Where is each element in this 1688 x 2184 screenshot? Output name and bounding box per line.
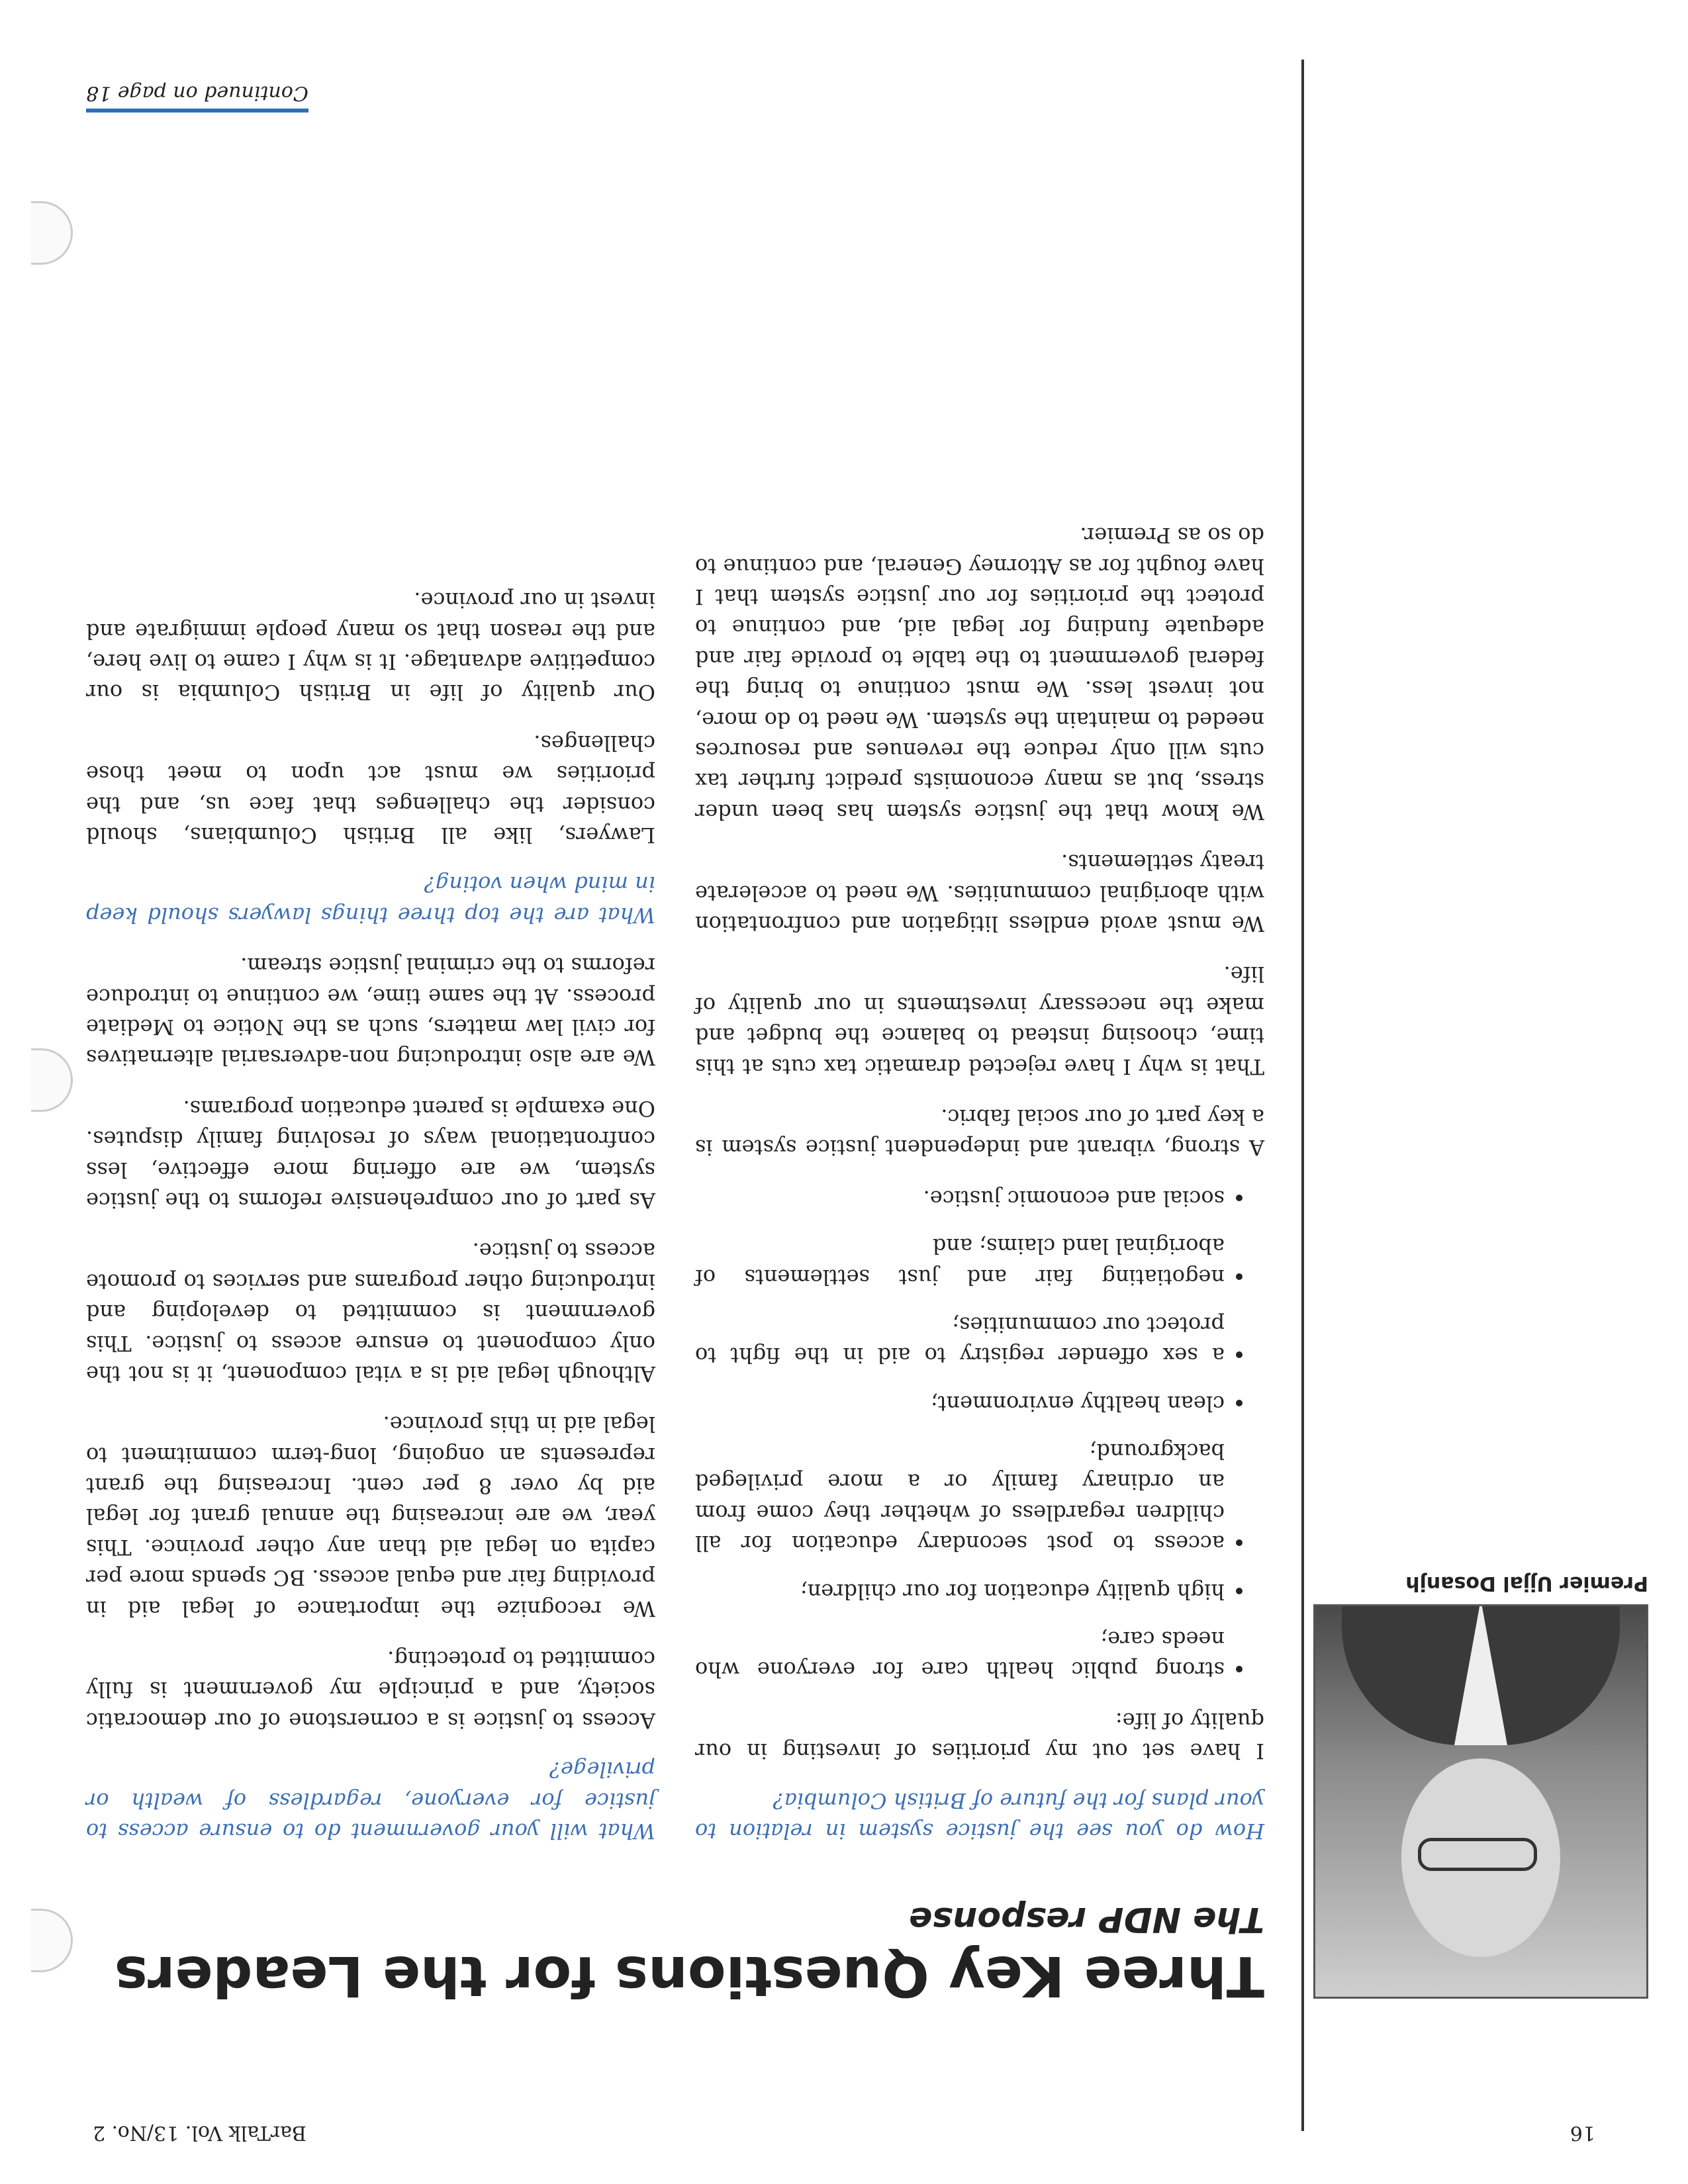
punch-hole	[31, 201, 73, 265]
column-divider	[1301, 60, 1304, 2131]
list-item: • social and economic justice.	[695, 1183, 1225, 1213]
paragraph: We know that the justice system has been under stress, but as many economists predict further tax cuts will only reduce the revenues and resources needed to maintain the system. We need to do more, not invest less. We must continue to bring the federal government to the table to provide fair and adequate funding for legal aid, and continue to protect the priorities for our justice system that I have fought for as Attorney General, and continue to do so as Premier.	[695, 523, 1264, 825]
paragraph: Although legal aid is a vital component, it is not the only component to ensure access to justice. This government is committed to developing and introducing other programs and services to promote access to justice.	[86, 1238, 655, 1387]
paragraph: Access to justice is a cornerstone of our democratic society, and a principle my government is fully committed to protecting.	[86, 1647, 655, 1733]
page-subtitle: The NDP response	[909, 1899, 1264, 1939]
list-item: • access to post secondary education for all children regardless of whether they come from an ordinary family or a more privileged background;	[695, 1436, 1225, 1559]
continued-note: Continued on page 18	[86, 81, 308, 113]
list-item: • a sex offender registry to aid in the fight to protect our communities;	[695, 1310, 1225, 1371]
page-number: 16	[1570, 2121, 1595, 2144]
punch-hole	[31, 1909, 73, 1972]
list-item: • high quality education for our children;	[695, 1576, 1225, 1606]
paragraph: That is why I have rejected dramatic tax cuts at this time, choosing instead to balance the budget and make the necessary investments in our quality of life.	[695, 962, 1264, 1079]
leader-photo	[1313, 1604, 1648, 1999]
photo-caption: Premier Ujjal Dosanjh	[1405, 1572, 1648, 1595]
question-1: How do you see the justice system in relation to your plans for the future of British Columbia?	[695, 1788, 1264, 1844]
paragraph: I have set out my priorities of investing in our quality of life:	[695, 1707, 1264, 1764]
paragraph: As part of our comprehensive reforms to the justice system, we are offering more effective, less confrontational ways of resolving family disputes. One example is parent education programs.	[86, 1095, 655, 1213]
question-3: What are the top three things lawyers should keep in mind when voting?	[86, 872, 655, 928]
paragraph: We recognize the importance of legal aid in providing fair and equal access. BC spends more per capita on legal aid than any other province. This year, we are increasing the annual grant for legal aid by over 8 per cent. Increasing the grant represents an ongoing, long-term commitment to legal aid in this province.	[86, 1412, 655, 1621]
list-item: • strong public health care for everyone who needs care;	[695, 1624, 1225, 1686]
paragraph: Our quality of life in British Columbia is our competitive advantage. It is why I came to live here, and the reason that so many people immigrate and invest in our province.	[86, 588, 655, 705]
journal-issue: BarTalk Vol. 13/No. 2	[93, 2121, 307, 2144]
punch-hole	[31, 1048, 73, 1112]
column-left	[695, 500, 1264, 1846]
priorities-list	[695, 1183, 1264, 1685]
page-title: Three Key Questions for the Leaders	[115, 1944, 1264, 2009]
question-2: What will your government do to ensure access to justice for everyone, regardless of wealth or privilege?	[86, 1757, 655, 1844]
list-item: • negotiating fair and just settlements of aboriginal land claims; and	[695, 1231, 1225, 1293]
glasses-icon	[1418, 1838, 1537, 1871]
list-item: • clean healthy environment;	[695, 1388, 1225, 1418]
column-right	[86, 565, 655, 1846]
paragraph: We are also introducing non-adversarial alternatives for civil law matters, such as the Notice to Mediate process. At the same time, we continue to introduce reforms to the criminal justice stream.	[86, 953, 655, 1071]
paragraph: Lawyers, like all British Columbians, should consider the challenges that face us, and the priorities we must act upon to meet those challenges.	[86, 730, 655, 848]
paragraph: A strong, vibrant and independent justice system is a key part of our social fabric.	[695, 1104, 1264, 1161]
paragraph: We must avoid endless litigation and confrontation with aboriginal communities. We need to accelerate treaty settlements.	[695, 850, 1264, 937]
